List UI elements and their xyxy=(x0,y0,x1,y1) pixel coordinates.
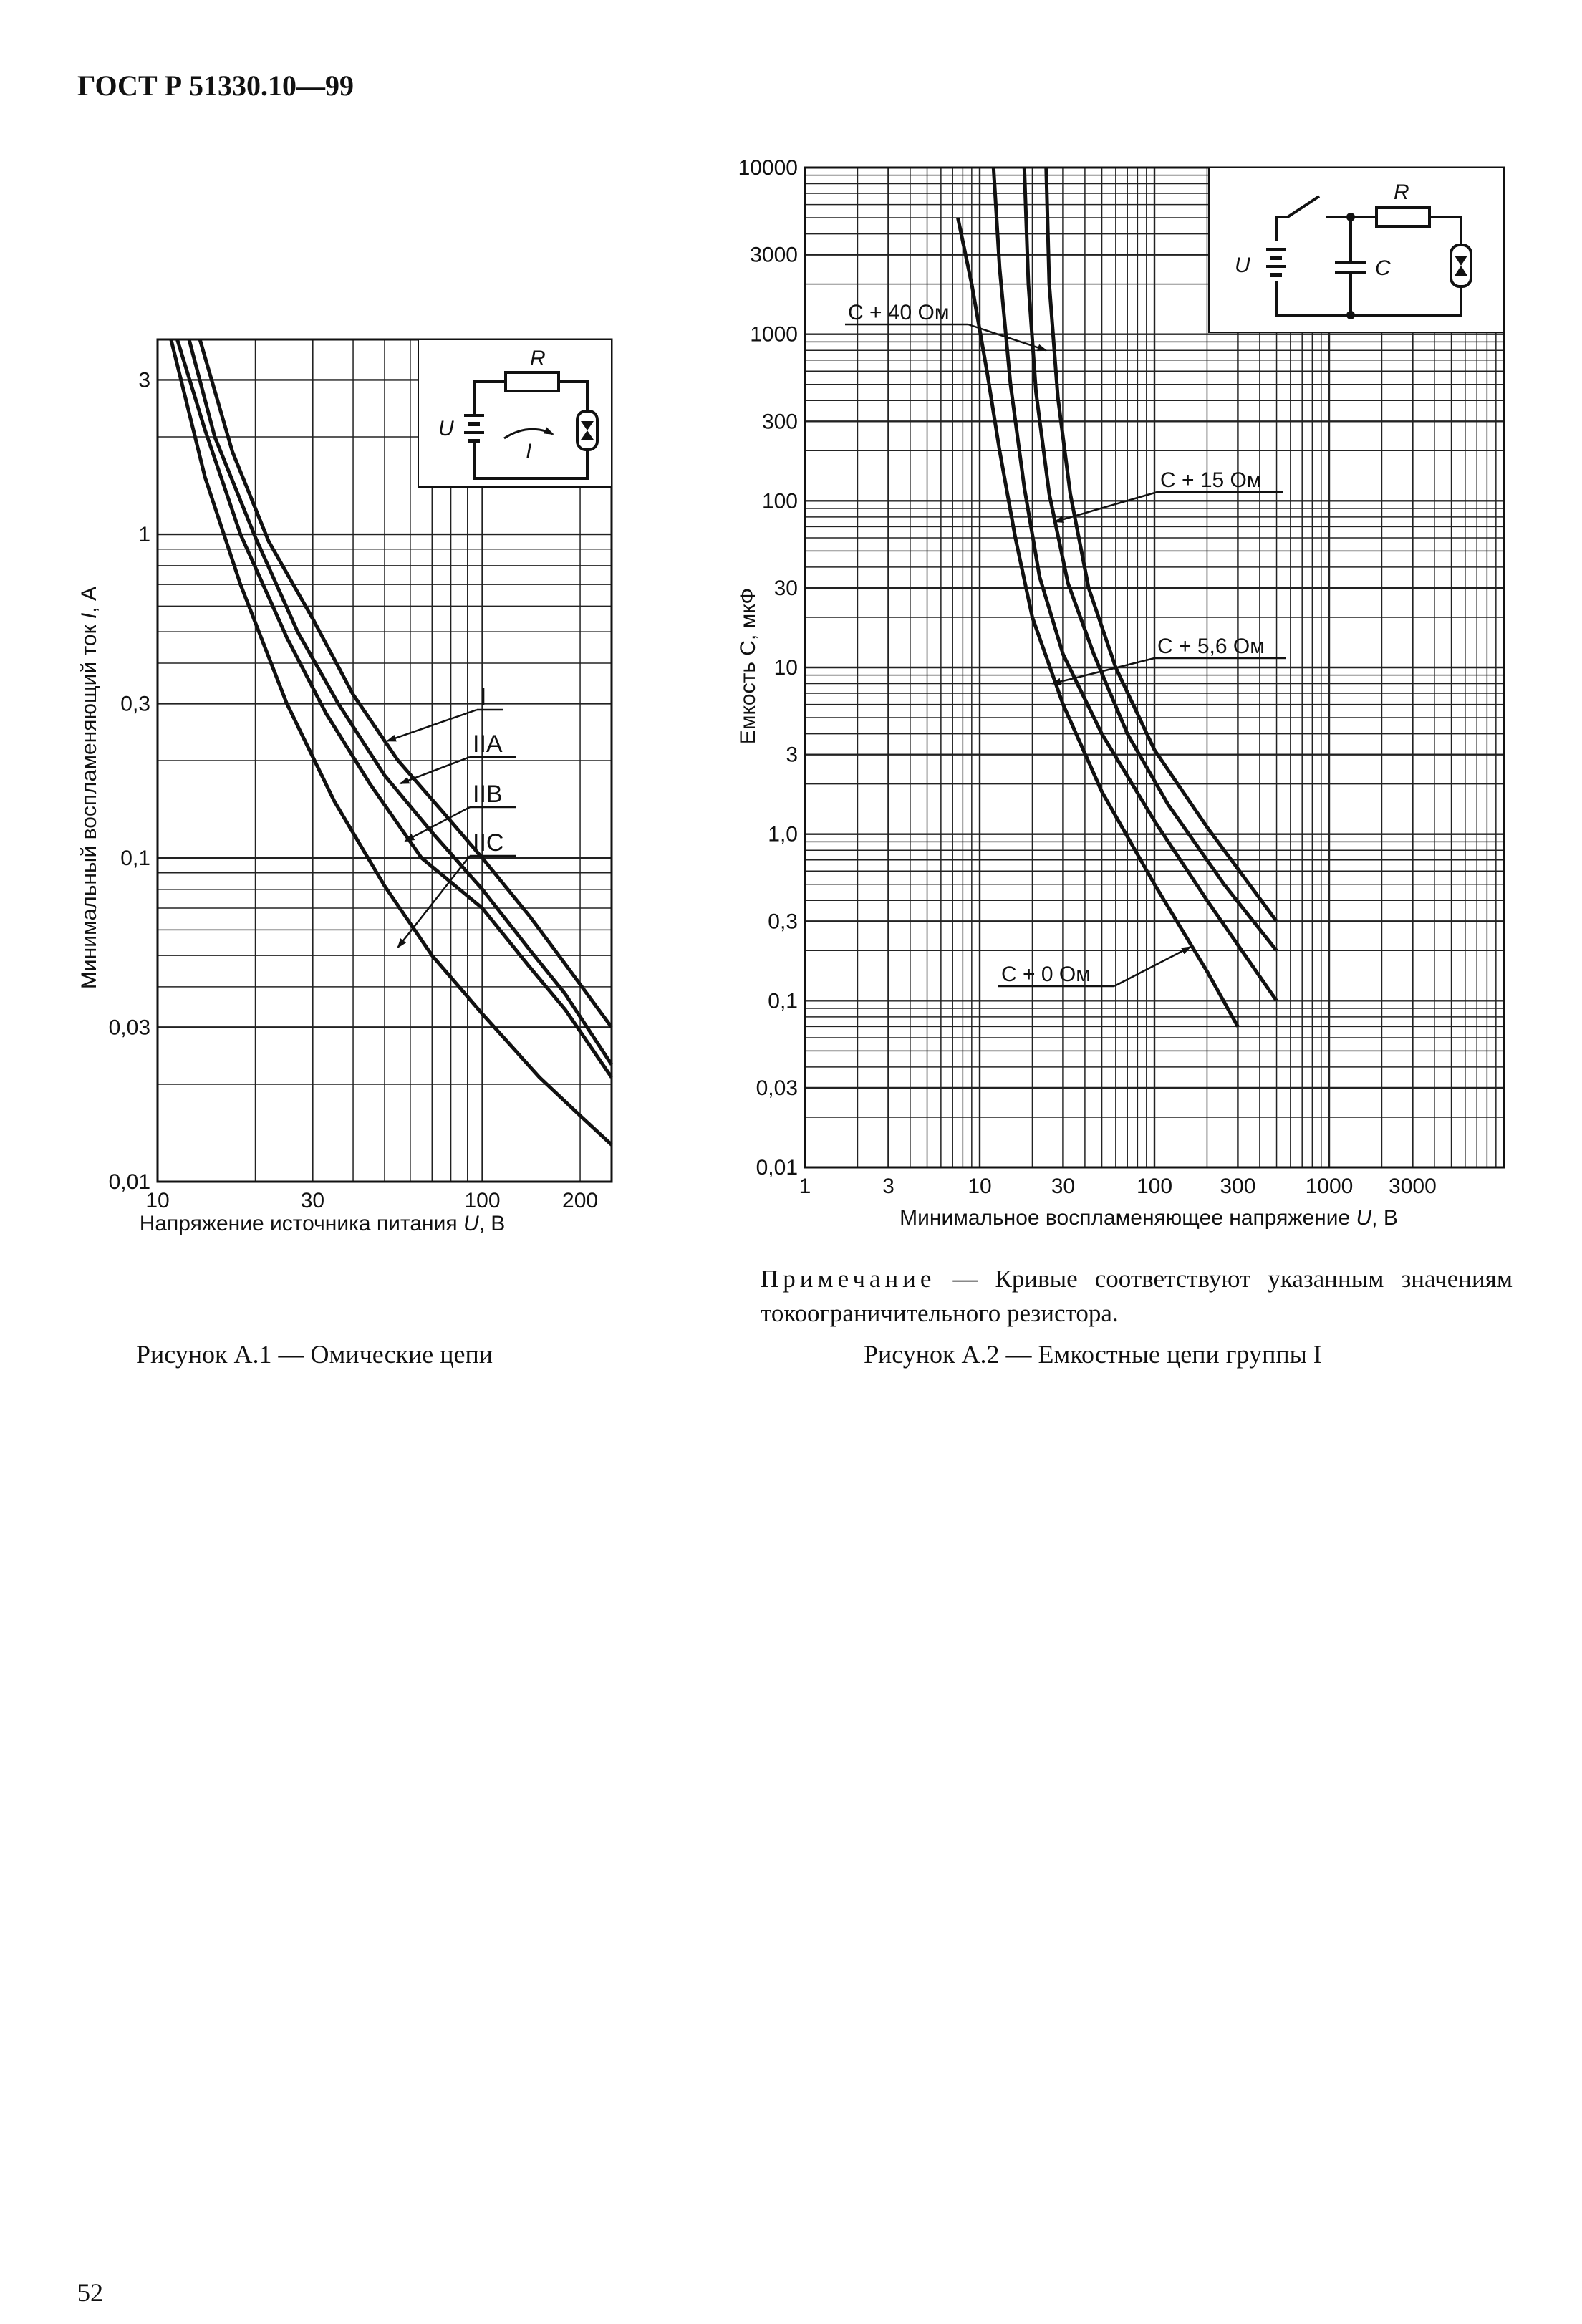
y-tick-label: 1000 xyxy=(750,322,798,347)
inset-r-label: R xyxy=(530,347,546,370)
y-tick-label: 0,01 xyxy=(756,1156,798,1180)
x-tick-label: 10 xyxy=(968,1175,992,1198)
y-tick-label: 3 xyxy=(786,743,798,767)
series-line xyxy=(958,218,1238,1026)
resistor-icon xyxy=(1376,208,1429,226)
inset-u-label: U xyxy=(1235,254,1250,277)
figure-a1-circuit-inset xyxy=(418,339,612,487)
figure-a2-y-axis-label: Емкость С, мкФ xyxy=(736,587,760,745)
y-tick-label: 300 xyxy=(761,410,798,434)
annotation-label: C + 15 Ом xyxy=(1160,468,1262,492)
y-tick-label: 30 xyxy=(773,576,798,600)
y-tick-label: 10000 xyxy=(738,156,798,180)
x-tick-label: 100 xyxy=(1136,1175,1173,1198)
y-tick-label: 3000 xyxy=(750,243,798,267)
note-text: — Кривые соответствуют указанным значениям токоограничительного резистора. xyxy=(761,1265,1513,1327)
spark-gap-icon xyxy=(577,411,597,450)
inset-r-label: R xyxy=(1394,180,1409,204)
figure-a2-circuit-inset xyxy=(1209,168,1504,332)
y-tick-label: 0,3 xyxy=(768,910,798,934)
x-tick-label: 3000 xyxy=(1389,1175,1437,1198)
document-header: ГОСТ Р 51330.10—99 xyxy=(77,69,354,102)
inset-c-label: C xyxy=(1375,256,1391,280)
x-tick-label: 100 xyxy=(464,1189,501,1212)
y-tick-label: 0,1 xyxy=(768,989,798,1013)
spark-gap-icon xyxy=(1451,245,1471,286)
annotation-label: IIC xyxy=(473,829,504,857)
annotation-label: IIA xyxy=(473,731,503,758)
y-tick-label: 1 xyxy=(138,523,150,547)
x-tick-label: 1000 xyxy=(1305,1175,1354,1198)
annotation-label: IIB xyxy=(473,781,503,808)
figure-a2 xyxy=(736,156,1504,1230)
y-tick-label: 100 xyxy=(761,489,798,514)
figure-note xyxy=(761,1262,1513,1331)
x-tick-label: 1 xyxy=(799,1175,811,1198)
x-tick-label: 300 xyxy=(1220,1175,1256,1198)
annotation-label: I xyxy=(480,683,487,710)
figure-a2-annotations xyxy=(845,301,1286,986)
y-tick-label: 0,03 xyxy=(108,1016,150,1040)
x-tick-label: 30 xyxy=(300,1189,325,1212)
annotation-label: C + 5,6 Ом xyxy=(1157,635,1265,658)
annotation-leader xyxy=(1114,947,1190,986)
annotation-label: C + 40 Ом xyxy=(848,301,950,324)
y-tick-label: 0,03 xyxy=(756,1076,798,1100)
y-tick-label: 3 xyxy=(138,368,150,392)
figure-a2-x-axis-label: Минимальное воспламеняющее напряжение U, В xyxy=(899,1206,1398,1230)
figure-a2-caption: Рисунок А.2 — Емкостные цепи группы I xyxy=(864,1340,1322,1369)
y-tick-label: 10 xyxy=(773,656,798,680)
figure-a1 xyxy=(77,339,612,1235)
figure-a1-x-axis-label: Напряжение источника питания U, В xyxy=(139,1212,506,1235)
inset-i-label: I xyxy=(526,440,532,463)
figure-a1-caption: Рисунок А.1 — Омические цепи xyxy=(136,1340,493,1369)
x-tick-label: 30 xyxy=(1051,1175,1076,1198)
page-number: 52 xyxy=(77,2278,103,2307)
y-tick-label: 0,3 xyxy=(120,692,150,716)
y-tick-label: 0,1 xyxy=(120,847,150,871)
y-tick-label: 0,01 xyxy=(108,1170,150,1194)
x-tick-label: 200 xyxy=(562,1189,599,1212)
x-tick-label: 3 xyxy=(882,1175,894,1198)
inset-u-label: U xyxy=(438,417,454,440)
resistor-icon xyxy=(506,372,559,391)
annotation-label: C + 0 Ом xyxy=(1001,963,1091,986)
note-label: Примечание xyxy=(761,1265,936,1293)
x-tick-label: 10 xyxy=(145,1189,170,1212)
figure-a1-y-axis-label: Минимальный воспламеняющий ток I, А xyxy=(77,586,101,990)
y-tick-label: 1,0 xyxy=(768,822,798,847)
